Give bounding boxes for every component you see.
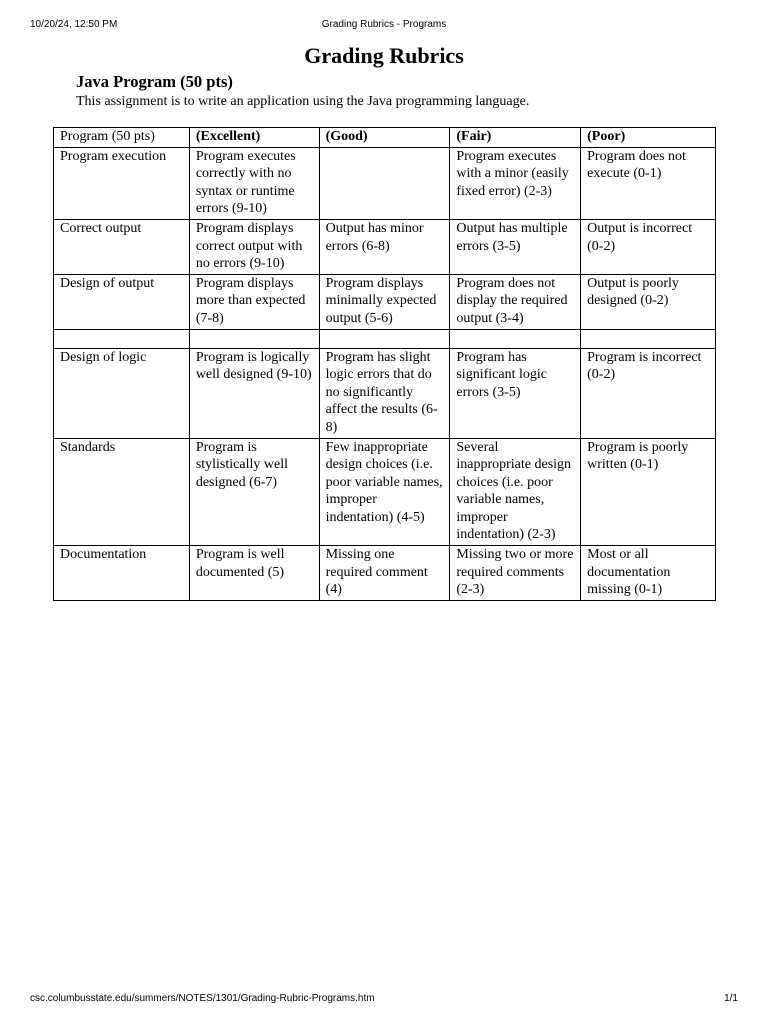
table-header-row xyxy=(54,128,716,148)
cell-good: Few inappropriate design choices (i.e. poor variable names, improper indentation) (4-5) xyxy=(319,438,450,546)
row-criterion: Design of logic xyxy=(54,348,190,438)
row-criterion: Design of output xyxy=(54,274,190,329)
cell-poor: Output is incorrect (0-2) xyxy=(581,219,716,274)
cell-excellent: Program is well documented (5) xyxy=(189,546,319,601)
cell-fair: Program executes with a minor (easily fixed error) (2-3) xyxy=(450,147,581,219)
cell-good xyxy=(319,147,450,219)
page-number: 1/1 xyxy=(724,993,738,1004)
cell-fair: Program has significant logic errors (3-5) xyxy=(450,348,581,438)
cell-poor: Program is poorly written (0-1) xyxy=(581,438,716,546)
cell-good xyxy=(319,329,450,348)
table-row xyxy=(54,274,716,329)
document-body xyxy=(0,40,768,598)
cell-fair: Program does not display the required output (3-4) xyxy=(450,274,581,329)
cell-poor: Program does not execute (0-1) xyxy=(581,147,716,219)
page-title: Grading Rubrics xyxy=(304,43,464,68)
table-row xyxy=(54,546,716,601)
print-page-title: Grading Rubrics - Programs xyxy=(321,19,447,30)
cell-excellent: Program is stylistically well designed (6-7) xyxy=(189,438,319,546)
cell-good: Output has minor errors (6-8) xyxy=(319,219,450,274)
cell-excellent: Program displays more than expected (7-8) xyxy=(189,274,319,329)
row-criterion xyxy=(54,329,190,348)
row-criterion: Correct output xyxy=(54,219,190,274)
grading-rubric-table xyxy=(53,127,716,601)
column-header-criteria: Program (50 pts) xyxy=(54,128,190,148)
page-url: csc.columbusstate.edu/summers/NOTES/1301/Grading-Rubric-Programs.htm xyxy=(30,993,375,1004)
assignment-description: This assignment is to write an application using the Java programming language. xyxy=(76,94,530,109)
cell-good: Program displays minimally expected output (5-6) xyxy=(319,274,450,329)
cell-excellent: Program displays correct output with no errors (9-10) xyxy=(189,219,319,274)
table-row xyxy=(54,147,716,219)
cell-poor: Program is incorrect (0-2) xyxy=(581,348,716,438)
cell-fair xyxy=(450,329,581,348)
cell-good: Missing one required comment (4) xyxy=(319,546,450,601)
table-row xyxy=(54,219,716,274)
cell-fair: Missing two or more required comments (2-3) xyxy=(450,546,581,601)
assignment-heading: Java Program (50 pts) xyxy=(76,72,233,91)
cell-fair: Output has multiple errors (3-5) xyxy=(450,219,581,274)
row-criterion: Documentation xyxy=(54,546,190,601)
cell-fair: Several inappropriate design choices (i.e. poor variable names, improper indentation) (2-3) xyxy=(450,438,581,546)
column-header-fair: (Fair) xyxy=(450,128,581,148)
table-row xyxy=(54,348,716,438)
table-row xyxy=(54,438,716,546)
column-header-good: (Good) xyxy=(319,128,450,148)
cell-excellent: Program executes correctly with no syntax or runtime errors (9-10) xyxy=(189,147,319,219)
row-criterion: Standards xyxy=(54,438,190,546)
cell-poor: Output is poorly designed (0-2) xyxy=(581,274,716,329)
print-header xyxy=(30,19,738,33)
table-row-empty xyxy=(54,329,716,348)
column-header-excellent: (Excellent) xyxy=(189,128,319,148)
cell-excellent xyxy=(189,329,319,348)
cell-poor xyxy=(581,329,716,348)
print-datetime: 10/20/24, 12:50 PM xyxy=(30,19,118,30)
cell-good: Program has slight logic errors that do no significantly affect the results (6-8) xyxy=(319,348,450,438)
print-footer xyxy=(30,993,738,1007)
cell-poor: Most or all documentation missing (0-1) xyxy=(581,546,716,601)
row-criterion: Program execution xyxy=(54,147,190,219)
column-header-poor: (Poor) xyxy=(581,128,716,148)
cell-excellent: Program is logically well designed (9-10) xyxy=(189,348,319,438)
